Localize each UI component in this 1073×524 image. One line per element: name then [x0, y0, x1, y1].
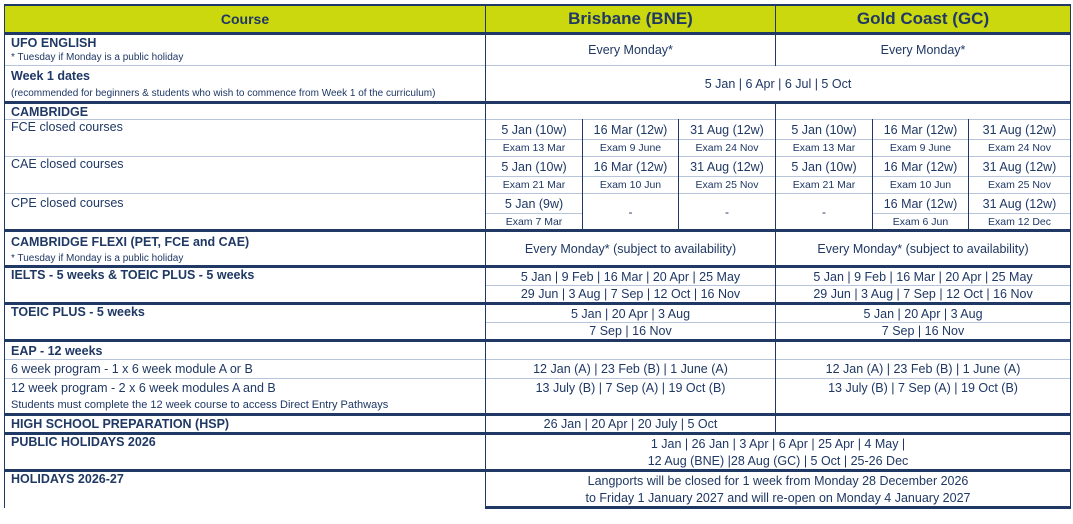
header-brisbane: Brisbane (BNE) — [486, 5, 776, 34]
public-holidays-line1: 1 Jan | 26 Jan | 3 Apr | 6 Apr | 25 Apr | 4 May | — [486, 434, 1071, 453]
header-course: Course — [5, 5, 486, 34]
eap-six-row — [5, 360, 1071, 379]
cae-bne-exam-3: Exam 25 Nov — [679, 177, 776, 194]
toeic-gc-2: 7 Sep | 16 Nov — [776, 323, 1071, 341]
flexi-row-1 — [5, 231, 1071, 252]
week1-row-1 — [5, 66, 1071, 86]
eap-twelve-row — [5, 379, 1071, 398]
public-holidays-title: PUBLIC HOLIDAYS 2026 — [5, 434, 486, 471]
fce-gc-exam-3: Exam 24 Nov — [969, 140, 1071, 157]
holidays-line2: to Friday 1 January 2027 and will re-open on Monday 4 January 2027 — [486, 490, 1071, 508]
public-holidays-row-1 — [5, 434, 1071, 453]
eap-six-label: 6 week program - 1 x 6 week module A or B — [5, 360, 486, 379]
eap-gc-twelve: 13 July (B) | 7 Sep (A) | 19 Oct (B) — [776, 379, 1071, 398]
eap-title-row — [5, 341, 1071, 360]
cae-gc-1: 5 Jan (10w) — [776, 157, 873, 177]
week1-title: Week 1 dates — [5, 66, 486, 86]
eap-twelve-label: 12 week program - 2 x 6 week modules A and B — [5, 379, 486, 398]
cpe-row — [5, 194, 1071, 214]
flexi-gc: Every Monday* (subject to availability) — [776, 231, 1071, 267]
cae-bne-3: 31 Aug (12w) — [679, 157, 776, 177]
hsp-row — [5, 415, 1071, 434]
fce-bne-3: 31 Aug (12w) — [679, 120, 776, 140]
ufo-bne: Every Monday* — [486, 34, 776, 66]
eap-note: Students must complete the 12 week course to access Direct Entry Pathways — [5, 398, 486, 415]
hsp-gc — [776, 415, 1071, 434]
table-header-row — [5, 5, 1071, 34]
ielts-title: IELTS - 5 weeks & TOEIC PLUS - 5 weeks — [5, 267, 486, 304]
holidays-row-1 — [5, 471, 1071, 490]
course-schedule-table — [4, 4, 1071, 509]
cae-bne-2: 16 Mar (12w) — [583, 157, 679, 177]
ielts-bne-1: 5 Jan | 9 Feb | 16 Mar | 20 Apr | 25 May — [486, 267, 776, 286]
public-holidays-line2: 12 Aug (BNE) |28 Aug (GC) | 5 Oct | 25-26 Dec — [486, 453, 1071, 471]
fce-label: FCE closed courses — [5, 120, 486, 157]
cae-gc-exam-3: Exam 25 Nov — [969, 177, 1071, 194]
cpe-bne-2: - — [583, 194, 679, 231]
ielts-gc-1: 5 Jan | 9 Feb | 16 Mar | 20 Apr | 25 May — [776, 267, 1071, 286]
cae-gc-exam-2: Exam 10 Jun — [873, 177, 969, 194]
week1-note: (recommended for beginners & students who wish to commence from Week 1 of the curriculum) — [5, 86, 486, 103]
cae-gc-exam-1: Exam 21 Mar — [776, 177, 873, 194]
cae-bne-exam-2: Exam 10 Jun — [583, 177, 679, 194]
toeic-title: TOEIC PLUS - 5 weeks — [5, 304, 486, 341]
cpe-label: CPE closed courses — [5, 194, 486, 231]
ufo-note: * Tuesday if Monday is a public holiday — [5, 51, 486, 66]
ielts-row-1 — [5, 267, 1071, 286]
cae-row — [5, 157, 1071, 177]
fce-gc-2: 16 Mar (12w) — [873, 120, 969, 140]
ielts-bne-2: 29 Jun | 3 Aug | 7 Sep | 12 Oct | 16 Nov — [486, 286, 776, 304]
fce-bne-1: 5 Jan (10w) — [486, 120, 583, 140]
ufo-row-1 — [5, 34, 1071, 51]
eap-note-row — [5, 398, 1071, 415]
toeic-bne-2: 7 Sep | 16 Nov — [486, 323, 776, 341]
holidays-line1: Langports will be closed for 1 week from Monday 28 December 2026 — [486, 471, 1071, 490]
fce-bne-exam-3: Exam 24 Nov — [679, 140, 776, 157]
cae-label: CAE closed courses — [5, 157, 486, 194]
fce-gc-1: 5 Jan (10w) — [776, 120, 873, 140]
hsp-title: HIGH SCHOOL PREPARATION (HSP) — [5, 415, 486, 434]
toeic-bne-1: 5 Jan | 20 Apr | 3 Aug — [486, 304, 776, 323]
fce-bne-exam-2: Exam 9 June — [583, 140, 679, 157]
fce-row — [5, 120, 1071, 140]
eap-bne-six: 12 Jan (A) | 23 Feb (B) | 1 June (A) — [486, 360, 776, 379]
toeic-gc-1: 5 Jan | 20 Apr | 3 Aug — [776, 304, 1071, 323]
header-goldcoast: Gold Coast (GC) — [776, 5, 1071, 34]
week1-dates: 5 Jan | 6 Apr | 6 Jul | 5 Oct — [486, 66, 1071, 103]
fce-gc-exam-2: Exam 9 June — [873, 140, 969, 157]
fce-bne-2: 16 Mar (12w) — [583, 120, 679, 140]
ielts-gc-2: 29 Jun | 3 Aug | 7 Sep | 12 Oct | 16 Nov — [776, 286, 1071, 304]
cpe-bne-1: 5 Jan (9w) — [486, 194, 583, 214]
fce-gc-exam-1: Exam 13 Mar — [776, 140, 873, 157]
cpe-gc-exam-2: Exam 6 Jun — [873, 214, 969, 231]
cpe-bne-exam-1: Exam 7 Mar — [486, 214, 583, 231]
ufo-title: UFO ENGLISH — [5, 34, 486, 51]
eap-gc-six: 12 Jan (A) | 23 Feb (B) | 1 June (A) — [776, 360, 1071, 379]
holidays-title: HOLIDAYS 2026-27 — [5, 471, 486, 508]
eap-bne-twelve: 13 July (B) | 7 Sep (A) | 19 Oct (B) — [486, 379, 776, 398]
flexi-bne: Every Monday* (subject to availability) — [486, 231, 776, 267]
cambridge-title-row — [5, 103, 1071, 120]
cpe-gc-3: 31 Aug (12w) — [969, 194, 1071, 214]
toeic-row-1 — [5, 304, 1071, 323]
cpe-bne-3: - — [679, 194, 776, 231]
cambridge-title: CAMBRIDGE — [5, 103, 486, 120]
fce-bne-exam-1: Exam 13 Mar — [486, 140, 583, 157]
flexi-title: CAMBRIDGE FLEXI (PET, FCE and CAE) — [5, 231, 486, 252]
cae-bne-1: 5 Jan (10w) — [486, 157, 583, 177]
cae-gc-2: 16 Mar (12w) — [873, 157, 969, 177]
eap-title: EAP - 12 weeks — [5, 341, 486, 360]
flexi-note: * Tuesday if Monday is a public holiday — [5, 252, 486, 267]
cpe-gc-2: 16 Mar (12w) — [873, 194, 969, 214]
fce-gc-3: 31 Aug (12w) — [969, 120, 1071, 140]
cpe-gc-exam-3: Exam 12 Dec — [969, 214, 1071, 231]
ufo-gc: Every Monday* — [776, 34, 1071, 66]
cae-gc-3: 31 Aug (12w) — [969, 157, 1071, 177]
cpe-gc-1: - — [776, 194, 873, 231]
hsp-bne: 26 Jan | 20 Apr | 20 July | 5 Oct — [486, 415, 776, 434]
cae-bne-exam-1: Exam 21 Mar — [486, 177, 583, 194]
